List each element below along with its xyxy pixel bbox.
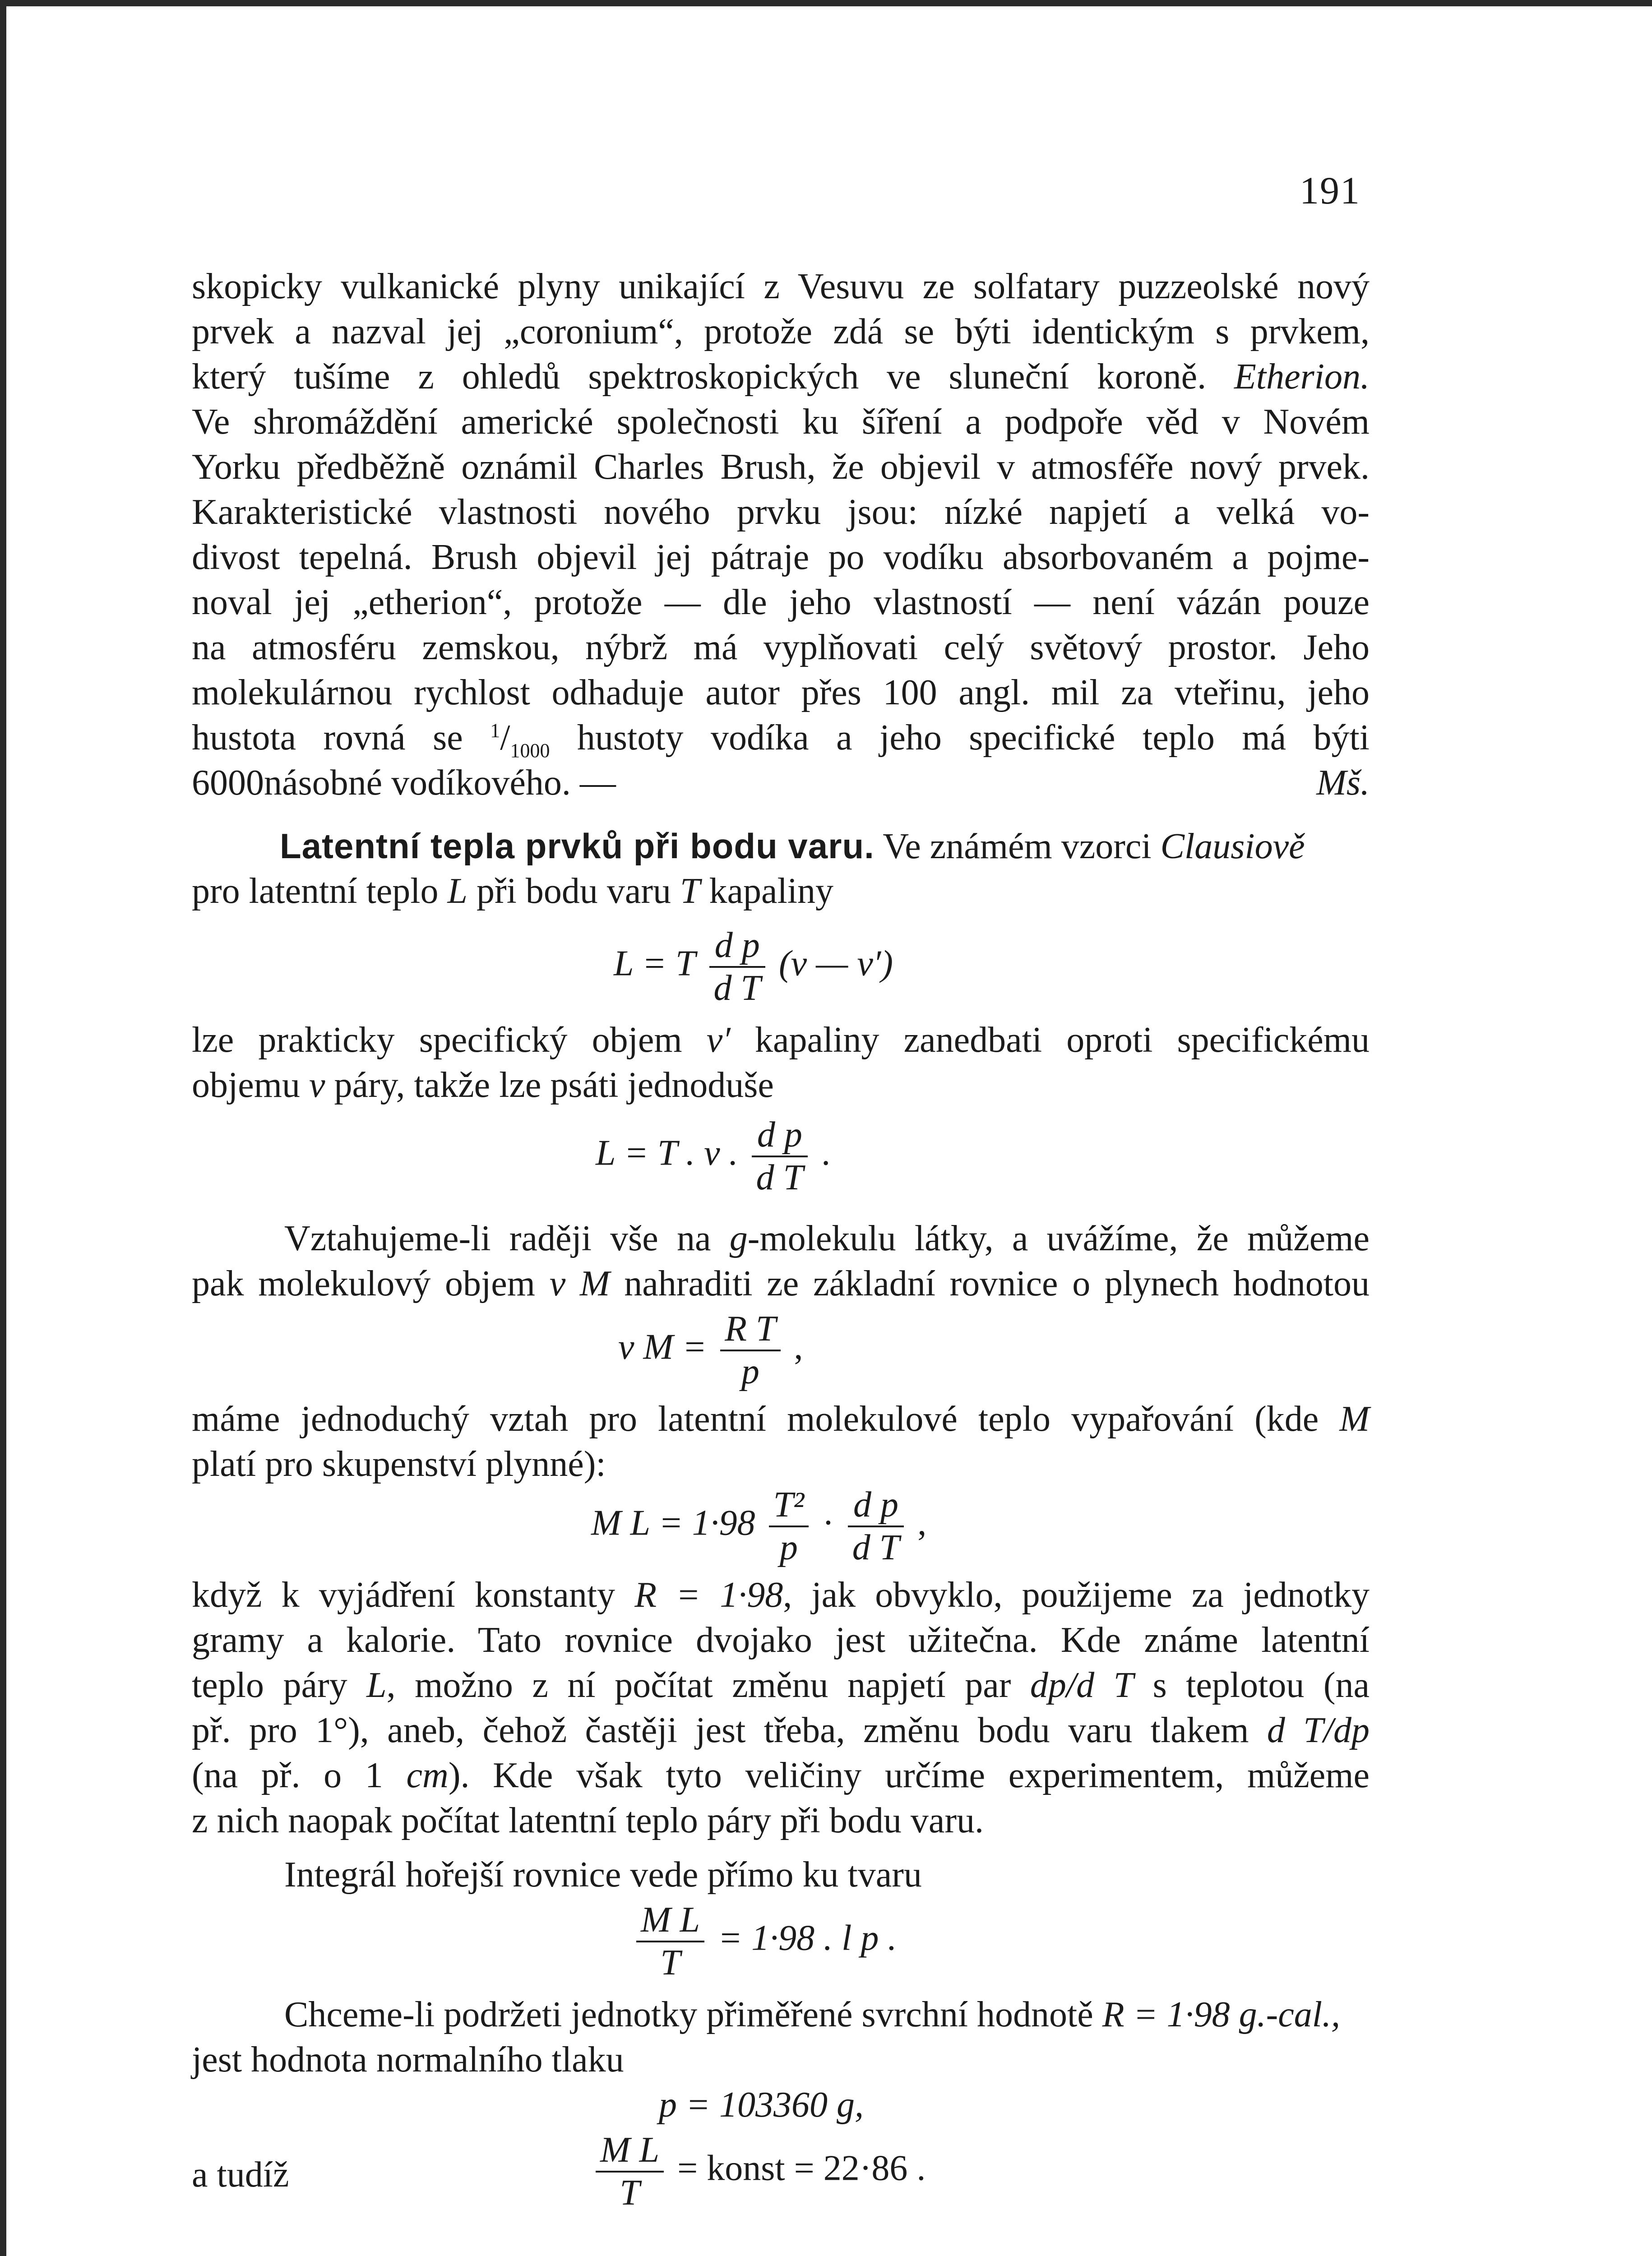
symbol-T: T [680, 871, 700, 911]
equation-simplified [596, 1114, 830, 1198]
section-heading: Latentní tepla prvků při bodu varu. [280, 826, 875, 866]
text-segment: nahraditi ze základní rovnice o plynech hodnotou [624, 1264, 1370, 1304]
page-edge-left [0, 0, 6, 2256]
text-segment: objemu [192, 1065, 300, 1105]
symbol-cm: cm [406, 1756, 449, 1795]
eq-left: L = T . v . [596, 1133, 738, 1173]
eq-right: = 1·98 . l p . [718, 1918, 897, 1958]
symbol-dp-dT: dp/d T [1030, 1665, 1134, 1705]
equation-clausius [614, 925, 893, 1009]
text-segment: -molekulu látky, a uvážíme, že můžeme [747, 1219, 1370, 1258]
equation-molecular-heat [591, 1484, 926, 1568]
symbol-dT-dp: d T/dp [1267, 1710, 1370, 1750]
text-line [284, 1994, 1370, 2035]
text-line [192, 1665, 1370, 1706]
text-segment: pak molekulový objem [192, 1264, 536, 1304]
text-line [192, 1710, 1370, 1751]
text-line [192, 1263, 1370, 1304]
fraction-numerator: M L [600, 2130, 660, 2170]
fraction-denominator: d T [709, 966, 766, 1009]
eq-left: L = T [614, 943, 696, 984]
text-line [192, 717, 1370, 762]
text-line: skopicky vulkanické plyny unikající z Vesuvu ze solfatary puzzeolské nový [192, 267, 1370, 306]
symbol-v: v [309, 1065, 325, 1105]
text-line [192, 1399, 1370, 1440]
text-line: Yorku předběžně oznámil Charles Brush, že objevil v atmosféře nový prvek. [192, 447, 1370, 487]
symbol-M: M [1339, 1399, 1370, 1439]
text-line: divost tepelná. Brush objevil jej pátraje po vodíku absorbovaném a pojme- [192, 537, 1370, 577]
fraction [769, 1484, 809, 1568]
text-segment: teplo páry [192, 1665, 347, 1705]
text-segment: (na př. o 1 [192, 1756, 383, 1795]
author-signature: Mš. [1316, 763, 1370, 803]
fraction-numerator: T² [773, 1485, 805, 1525]
equation-gas-law [618, 1308, 803, 1392]
symbol-L: L [366, 1665, 387, 1705]
etherion-title: Etherion. [1234, 357, 1370, 397]
text-segment: kapaliny [709, 871, 834, 911]
text-segment: hustoty vodíka a jeho specifické teplo má býti [577, 718, 1370, 758]
text-line [192, 1065, 1370, 1106]
text-segment: s teplotou (na [1152, 1665, 1370, 1705]
eq-text: p = 103360 g, [659, 2085, 864, 2125]
text-line: noval jej „etherion“, protože — dle jeho vlastností — není vázán pouze [192, 582, 1370, 622]
fraction [709, 925, 766, 1009]
fraction-numerator: d p [757, 1115, 802, 1155]
fraction-denominator: d T [752, 1156, 808, 1198]
text-line: z nich naopak počítat latentní teplo páry při bodu varu. [192, 1801, 984, 1840]
text-line [192, 356, 1370, 398]
fraction-denominator: T [636, 1941, 704, 1983]
fraction-one-thousandth: $^1/_{1000}$ [490, 718, 550, 762]
text-line: a tudíž [192, 2155, 289, 2195]
fraction [752, 1114, 808, 1198]
text-segment: který tušíme z ohledů spektroskopických ve sluneční koroně. [192, 357, 1207, 397]
text-line: prvek a nazval jej „coronium“, protože zdá se býti identickým s prvkem, [192, 312, 1370, 351]
page-number: 191 [1300, 169, 1360, 212]
symbol-vM: v M [549, 1264, 610, 1304]
text-line: Integrál hořejší rovnice vede přímo ku tvaru [284, 1855, 922, 1895]
clausius-name: Clausiově [1160, 827, 1305, 866]
equation-constant [591, 2130, 925, 2214]
text-line [192, 1575, 1370, 1616]
text-segment: př. pro 1°), aneb, čehož častěji jest třeba, změnu bodu varu tlakem [192, 1710, 1249, 1750]
text-segment: máme jednoduchý vztah pro latentní molekulové teplo vypařování (kde [192, 1399, 1319, 1439]
text-line [192, 871, 1370, 912]
fraction [596, 2130, 664, 2214]
symbol-R: R = 1·98 [634, 1575, 783, 1615]
text-segment: lze prakticky specifický objem [192, 1020, 682, 1060]
text-segment: Ve známém vzorci [883, 827, 1152, 866]
eq-left: M L = 1·98 [591, 1503, 755, 1543]
eq-right: , [917, 1503, 927, 1543]
text-segment: ). Kde však tyto veličiny určíme experimentem, můžeme [448, 1756, 1370, 1795]
fraction [848, 1484, 904, 1568]
text-segment: páry, takže lze psáti jednoduše [334, 1065, 774, 1105]
text-segment: , možno z ní počítat změnu napjetí par [386, 1665, 1011, 1705]
eq-dot: · [822, 1503, 834, 1543]
text-segment: Chceme-li podržeti jednotky přiměřené svrchní hodnotě [284, 1995, 1093, 2034]
text-line: platí pro skupenství plynné): [192, 1444, 606, 1484]
symbol-L: L [447, 871, 468, 911]
text-segment: hustota rovná se [192, 718, 463, 758]
eq-right: = konst = 22·86 . [677, 2148, 926, 2188]
text-line: na atmosféru zemskou, nýbrž má vyplňovati celý světový prostor. Jeho [192, 628, 1370, 667]
text-line [284, 1218, 1370, 1259]
text-line: 6000násobné vodíkového. — [192, 763, 616, 803]
text-line: Karakteristické vlastnosti nového prvku jsou: nízké napjetí a velká vo- [192, 492, 1370, 532]
eq-right: . [821, 1133, 831, 1173]
symbol-v-prime: v′ [706, 1020, 731, 1060]
symbol-g: g [729, 1219, 748, 1258]
text-line [192, 1755, 1370, 1796]
fraction-denominator: d T [848, 1526, 904, 1568]
fraction-denominator: p [769, 1526, 809, 1568]
page-edge-top [0, 0, 1652, 6]
fraction-numerator: d p [714, 925, 760, 965]
fraction-denominator: T [596, 2171, 664, 2214]
eq-right: (v — v′) [779, 943, 893, 984]
text-segment: , jak obvyklo, použijeme za jednotky [783, 1575, 1370, 1615]
fraction-numerator: R T [725, 1309, 776, 1349]
text-line: molekulárnou rychlost odhaduje autor přes 100 angl. mil za vteřinu, jeho [192, 673, 1370, 712]
text-segment: když k vyjádření konstanty [192, 1575, 615, 1615]
fraction [636, 1900, 704, 1983]
symbol-R-value: R = 1·98 g.-cal., [1102, 1995, 1341, 2034]
equation-pressure [659, 2085, 864, 2126]
fraction-denominator: p [720, 1350, 780, 1392]
text-line [280, 826, 1458, 867]
text-segment: při bodu varu [477, 871, 671, 911]
equation-integral [632, 1900, 897, 1983]
eq-left: v M = [618, 1327, 707, 1367]
text-segment: kapaliny zanedbati oproti specifickému [754, 1020, 1370, 1060]
fraction-numerator: M L [641, 1900, 700, 1940]
text-segment: pro latentní teplo [192, 871, 439, 911]
text-line: jest hodnota normalního tlaku [192, 2040, 624, 2080]
text-line: gramy a kalorie. Tato rovnice dvojako jest užitečna. Kde známe latentní [192, 1620, 1370, 1660]
text-line [192, 1020, 1370, 1061]
eq-right: , [794, 1327, 803, 1367]
fraction [720, 1308, 780, 1392]
fraction-numerator: d p [853, 1485, 899, 1525]
text-segment: Vztahujeme-li raději vše na [284, 1219, 711, 1258]
text-line: Ve shromáždění americké společnosti ku šíření a podpoře věd v Novém [192, 402, 1370, 442]
